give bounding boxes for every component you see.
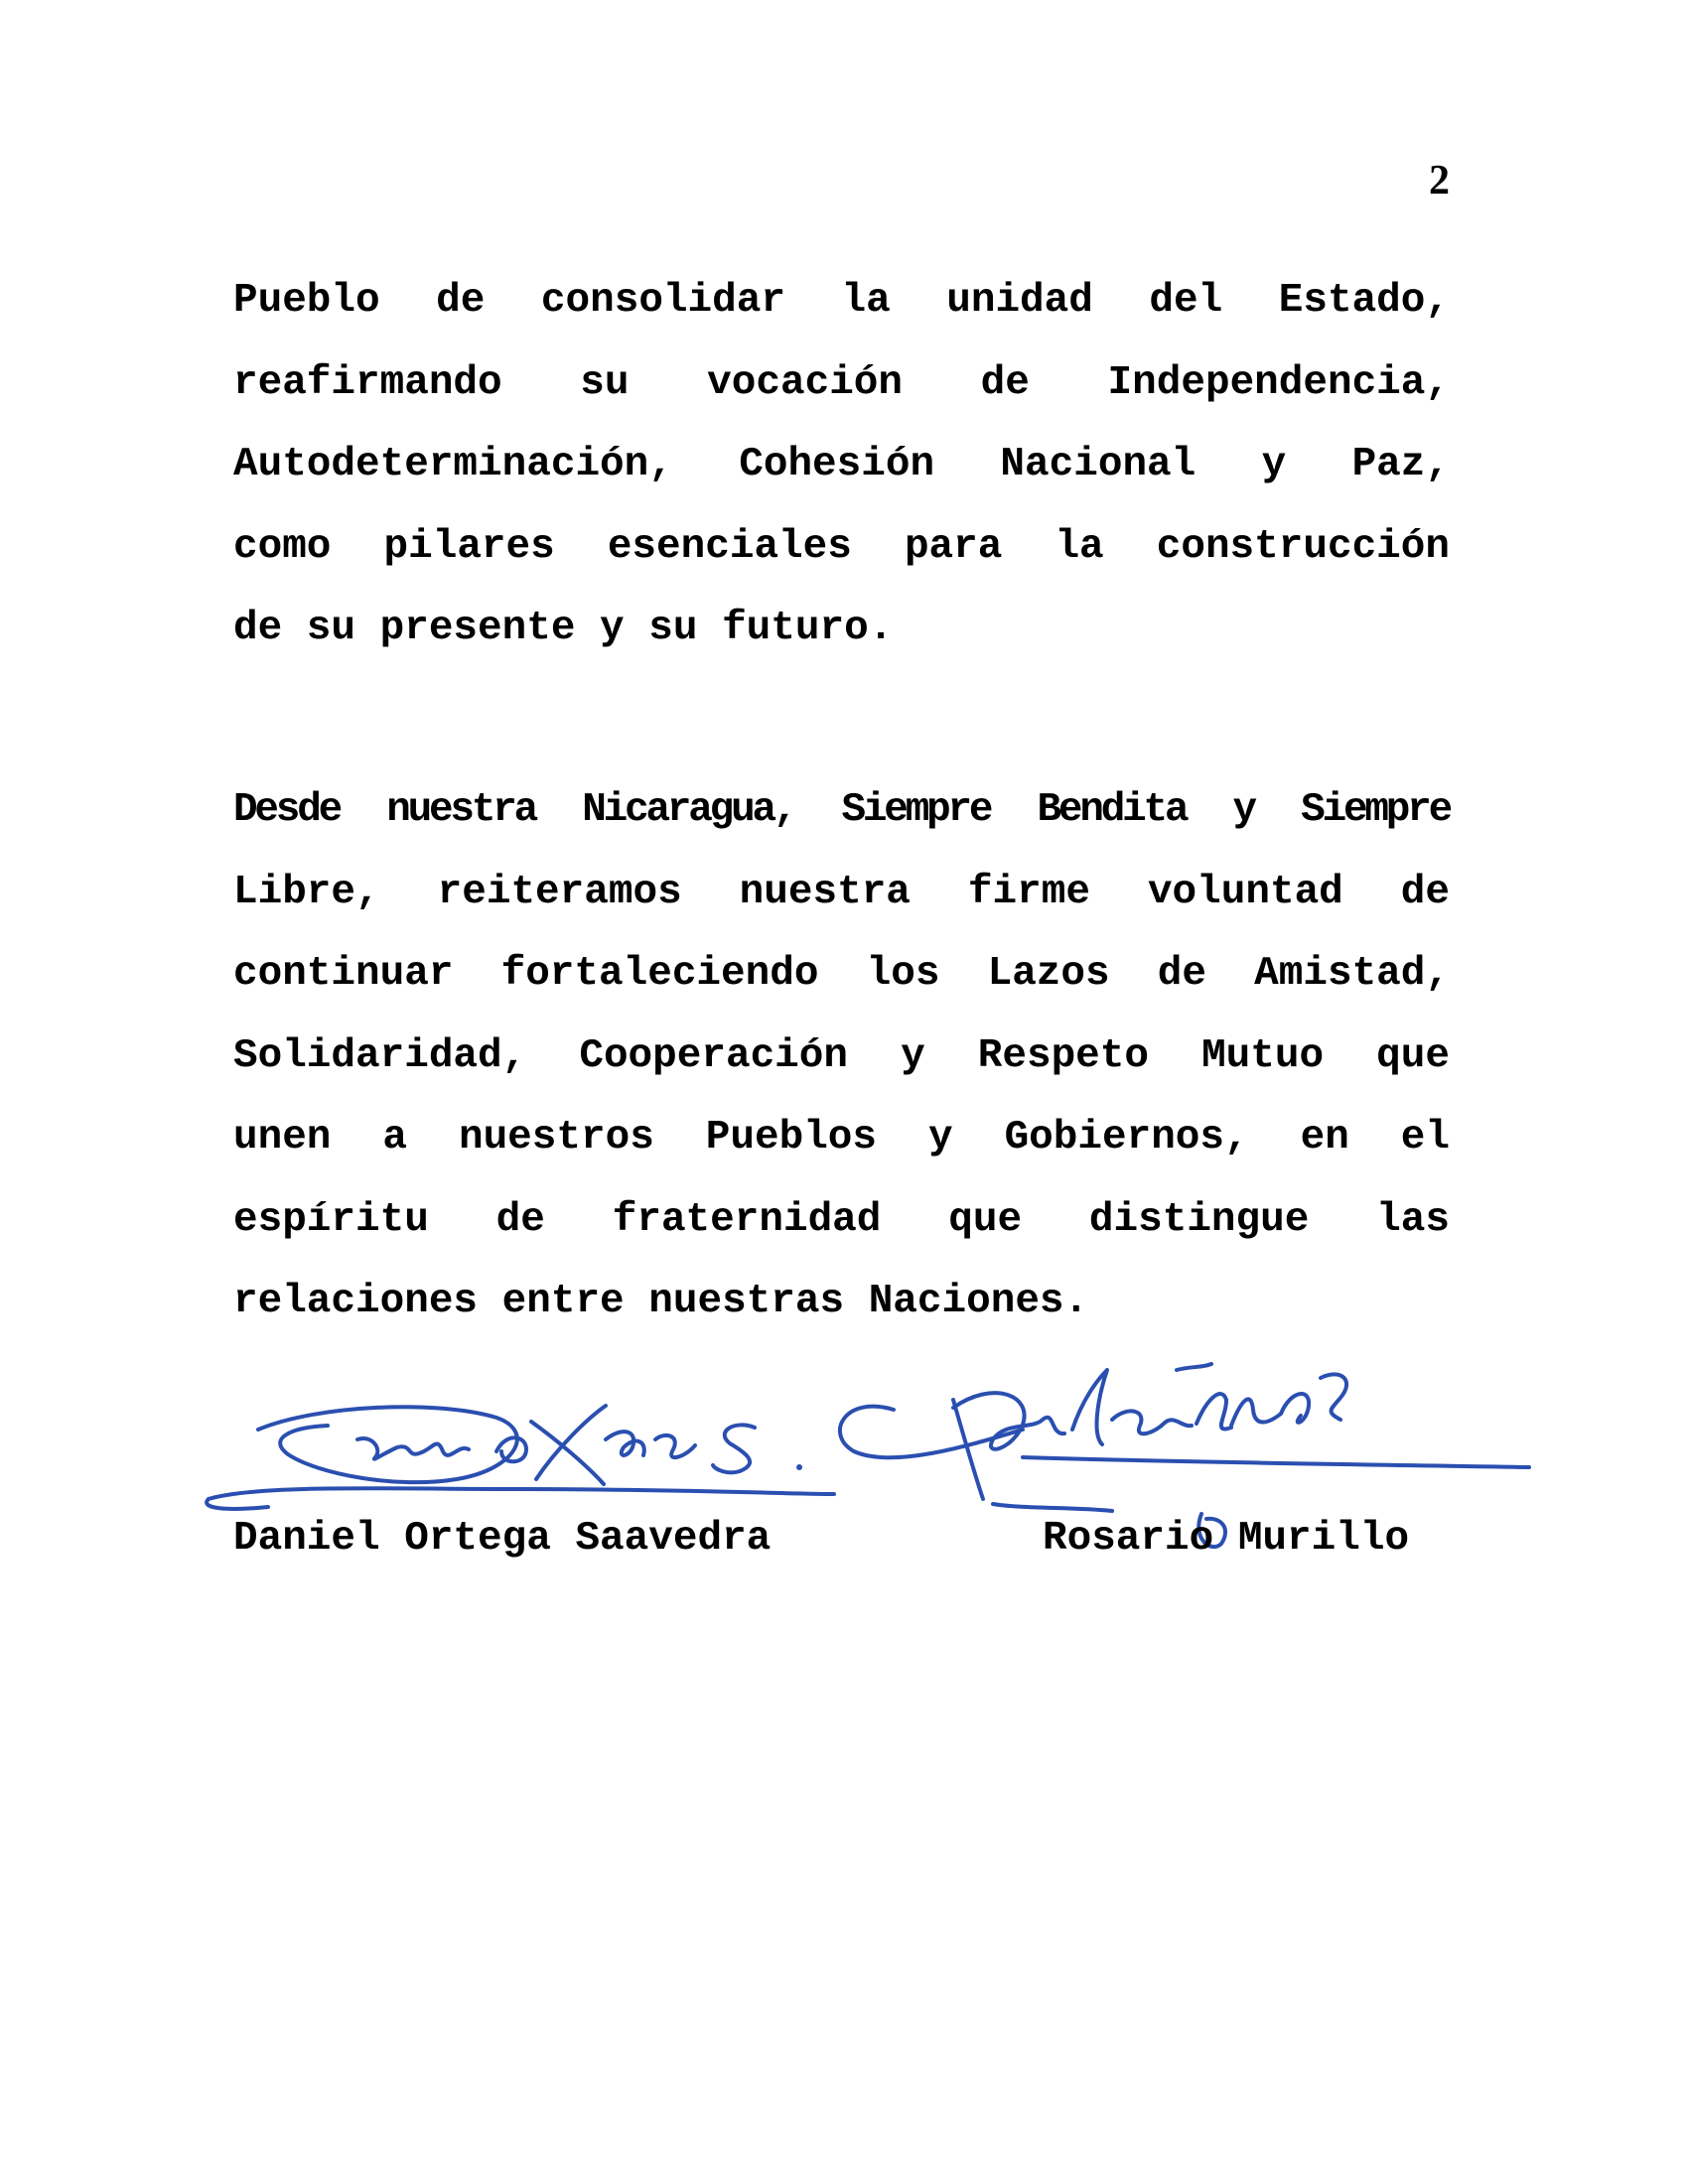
signer-name-right: Rosario Murillo [1043,1516,1410,1562]
page-number: 2 [1429,158,1450,204]
paragraph-line: reafirmando su vocación de Independencia, [233,359,1450,406]
paragraph-line: Solidaridad, Cooperación y Respeto Mutuo que [233,1032,1450,1079]
signature-left [207,1406,834,1509]
paragraph-line: relaciones entre nuestras Naciones. [233,1279,1089,1324]
paragraph-2 [233,769,1450,1343]
paragraph-line: Autodeterminación, Cohesión Nacional y Paz, [233,442,1450,487]
paragraph-line: espíritu de fraternidad que distingue las [233,1196,1450,1243]
paragraph-line: como pilares esenciales para la construcción [233,523,1450,570]
paragraph-line: Desde nuestra Nicaragua, Siempre Bendita y Siempre [233,787,1450,833]
paragraph-line: continuar fortaleciendo los Lazos de Amistad, [233,951,1450,997]
paragraph-1 [233,260,1450,670]
paragraph-line: Libre, reiteramos nuestra firme voluntad de [233,869,1450,915]
signer-name-left: Daniel Ortega Saavedra [233,1516,772,1562]
paragraph-line: de su presente y su futuro. [233,606,894,651]
paragraph-line: Pueblo de consolidar la unidad del Estado, [233,278,1450,324]
paragraph-line: unen a nuestros Pueblos y Gobiernos, en el [233,1115,1450,1160]
